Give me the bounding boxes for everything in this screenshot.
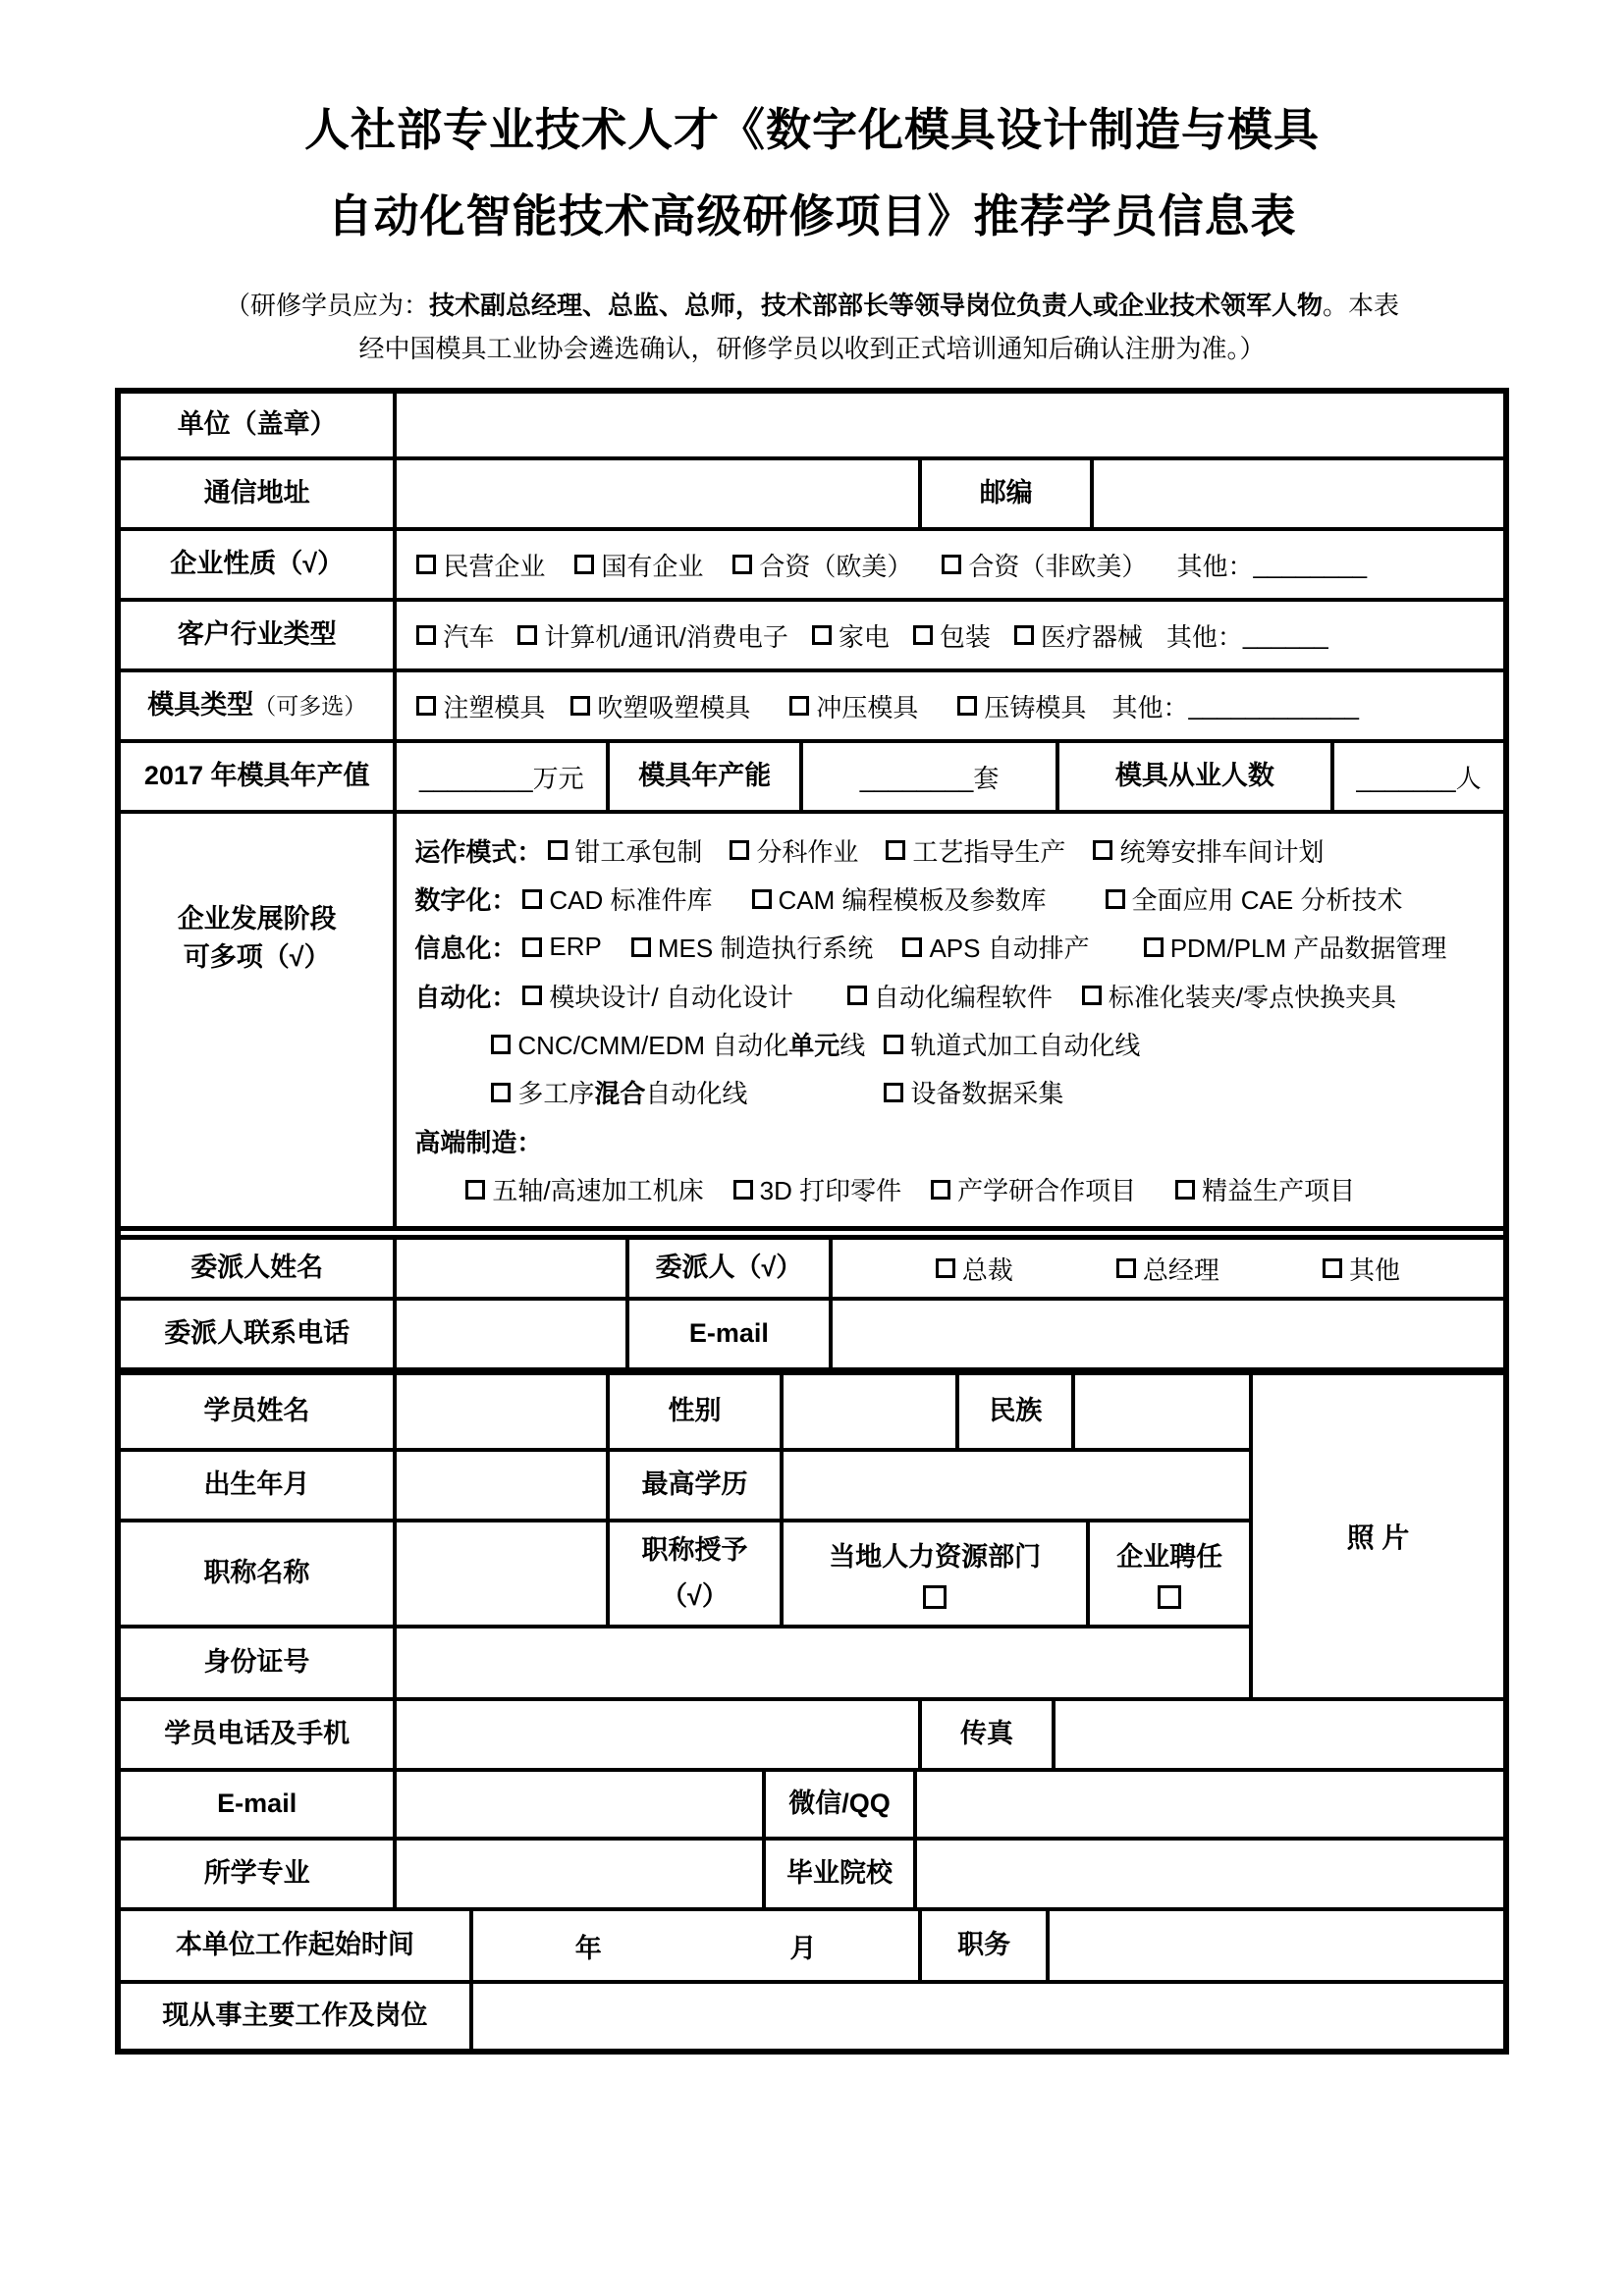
option-label: 吹塑吸塑模具 <box>597 692 751 722</box>
row-student-name <box>121 1375 1249 1448</box>
checkbox-icon[interactable] <box>733 1180 753 1200</box>
dev-option[interactable] <box>847 978 1053 1014</box>
option-label: 设备数据采集 <box>910 1079 1064 1109</box>
intro-line2: 经中国模具工业协会遴选确认，研修学员以收到正式培训通知后确认注册为准。） <box>358 333 1266 363</box>
mold-type-options-cell <box>393 672 1503 739</box>
dev-stage-label-line1: 企业发展阶段 <box>177 904 337 934</box>
photo-cell[interactable] <box>1249 1375 1503 1697</box>
capacity-label: 模具年产能 <box>606 743 799 810</box>
position-label: 职务 <box>918 1911 1046 1980</box>
option-label: 合资（欧美） <box>759 551 913 581</box>
checkbox-icon[interactable] <box>957 696 977 716</box>
industry-label: 客户行业类型 <box>177 619 337 650</box>
option-label: 总经理 <box>1142 1255 1219 1285</box>
option-label-part-bold: 混合 <box>594 1079 646 1109</box>
birth-label: 出生年月 <box>203 1469 310 1500</box>
dev-option[interactable] <box>931 1171 1136 1207</box>
option-label: 冲压模具 <box>816 692 919 722</box>
checkbox-icon[interactable] <box>548 840 568 860</box>
form-title <box>0 0 1624 260</box>
delegate-phone-cell[interactable] <box>393 1301 625 1367</box>
dev-option[interactable] <box>752 881 1047 917</box>
ethnic-label: 民族 <box>955 1375 1071 1448</box>
output-value-cell[interactable] <box>393 743 606 810</box>
degree-label: 最高学历 <box>606 1452 780 1519</box>
delegate-option[interactable] <box>1116 1251 1219 1287</box>
row-title-name <box>121 1519 1249 1625</box>
option-label-part: 自动化线 <box>645 1079 748 1109</box>
checkbox-icon[interactable] <box>732 555 752 574</box>
option-label: 统筹安排车间计划 <box>1119 836 1325 867</box>
industry-option[interactable] <box>1014 617 1143 654</box>
delegate-email-cell[interactable] <box>829 1301 1503 1367</box>
mold-type-option[interactable] <box>789 688 918 724</box>
dev-option[interactable] <box>884 1074 1063 1110</box>
dev-prefix: 信息化： <box>414 934 517 964</box>
option-label-part: 多工序 <box>517 1079 595 1109</box>
id-cell[interactable] <box>393 1629 1249 1697</box>
industry-other-label: 其他： <box>1165 621 1243 652</box>
dev-option[interactable] <box>465 1171 703 1207</box>
position-cell[interactable] <box>1046 1911 1503 1980</box>
company-hire-label: 企业聘任 <box>1116 1542 1223 1573</box>
row-current-work <box>121 1980 1503 2049</box>
zip-value-cell[interactable] <box>1090 460 1503 527</box>
checkbox-icon[interactable] <box>1175 1180 1195 1200</box>
work-start-label: 本单位工作起始时间 <box>175 1930 414 1960</box>
option-label: 医疗器械 <box>1040 621 1143 652</box>
delegate-phone-label: 委派人联系电话 <box>164 1318 351 1349</box>
checkbox-icon[interactable] <box>416 696 436 716</box>
option-label: 注塑模具 <box>443 692 546 722</box>
intro-after-bold: 。本表 <box>1323 290 1400 320</box>
title-name-label: 职称名称 <box>203 1558 310 1588</box>
option-label: 民营企业 <box>443 551 546 581</box>
nature-option[interactable] <box>942 547 1147 583</box>
checkbox-icon[interactable] <box>491 1035 511 1054</box>
checkbox-icon[interactable] <box>1116 1258 1136 1278</box>
dev-option[interactable] <box>886 832 1065 869</box>
row-industry <box>121 598 1503 668</box>
option-label: 汽车 <box>443 621 495 652</box>
option-label: 精益生产项目 <box>1202 1176 1356 1206</box>
dev-option[interactable] <box>1144 929 1447 965</box>
nature-option[interactable] <box>574 547 703 583</box>
wechat-label: 微信/QQ <box>762 1772 912 1837</box>
wechat-cell[interactable] <box>913 1772 1503 1837</box>
nature-option[interactable] <box>732 547 912 583</box>
option-label: 全面应用 CAE 分析技术 <box>1131 885 1403 916</box>
dev-option[interactable] <box>522 932 601 962</box>
option-label: 合资（非欧美） <box>968 551 1148 581</box>
mold-type-label <box>121 672 393 739</box>
work-start-year-month-cell[interactable] <box>469 1911 919 1980</box>
row-student-email <box>121 1768 1503 1837</box>
mold-type-other-label: 其他： <box>1111 692 1189 722</box>
checkbox-icon[interactable] <box>574 555 594 574</box>
output-2017-label: 2017 年模具年产值 <box>143 761 370 791</box>
nature-other-blank[interactable]: ________ <box>1253 549 1368 579</box>
dev-option[interactable] <box>1175 1171 1355 1207</box>
option-label: 压铸模具 <box>984 692 1087 722</box>
nature-other-label: 其他： <box>1176 551 1254 581</box>
dev-option[interactable] <box>733 1171 901 1207</box>
id-label: 身份证号 <box>203 1647 310 1678</box>
hr-dept-cell <box>780 1522 1087 1625</box>
staff-label: 模具从业人数 <box>1056 743 1330 810</box>
intro-note <box>95 284 1529 370</box>
dev-option[interactable] <box>902 929 1089 965</box>
dev-line-automation-2 <box>414 1021 1495 1068</box>
staff-value-cell[interactable] <box>1330 743 1503 810</box>
checkbox-icon[interactable] <box>913 625 933 645</box>
row-address <box>121 456 1503 527</box>
company-hire-cell <box>1086 1522 1248 1625</box>
checkbox-icon[interactable] <box>730 840 749 860</box>
school-label: 毕业院校 <box>762 1841 912 1907</box>
option-label: 家电 <box>838 621 890 652</box>
year-label: 年 <box>574 1933 602 1963</box>
degree-cell[interactable] <box>780 1452 1249 1519</box>
gender-label: 性别 <box>606 1375 780 1448</box>
option-label: 产学研合作项目 <box>957 1176 1137 1206</box>
dev-line-automation-3 <box>414 1069 1495 1116</box>
option-label: 包装 <box>939 621 991 652</box>
email-label: E-mail <box>217 1789 298 1819</box>
option-label: 模块设计/ 自动化设计 <box>549 982 793 1012</box>
checkbox-icon[interactable] <box>942 555 961 574</box>
checkbox-icon[interactable] <box>517 625 537 645</box>
dev-prefix: 自动化： <box>414 982 517 1012</box>
checkbox-icon[interactable] <box>847 986 867 1005</box>
option-label <box>517 1074 747 1110</box>
mold-type-other-blank[interactable]: ____________ <box>1188 690 1359 721</box>
mold-type-option[interactable] <box>957 688 1086 724</box>
dev-option[interactable] <box>1106 881 1403 917</box>
capacity-blank: ________套 <box>859 763 1000 793</box>
checkbox-icon[interactable] <box>1093 840 1112 860</box>
current-work-cell[interactable] <box>469 1984 1503 2049</box>
form-table <box>115 388 1509 2055</box>
email-cell[interactable] <box>393 1772 762 1837</box>
checkbox-icon[interactable] <box>886 840 905 860</box>
student-name-label: 学员姓名 <box>203 1396 310 1426</box>
form-title-line1: 人社部专业技术人才《数字化模具设计制造与模具 <box>304 104 1320 155</box>
nature-label: 企业性质（√） <box>170 549 345 579</box>
hr-dept-label: 当地人力资源部门 <box>829 1542 1042 1573</box>
student-block-left <box>121 1375 1249 1697</box>
form-title-line2: 自动化智能技术高级研修项目》推荐学员信息表 <box>327 190 1297 242</box>
delegate-name-cell[interactable] <box>393 1240 625 1297</box>
row-mold-type <box>121 668 1503 739</box>
student-block <box>121 1367 1503 1697</box>
industry-option[interactable] <box>416 617 494 654</box>
option-label-part: CNC/CMM/EDM 自动化 <box>517 1031 789 1061</box>
option-label: 其他 <box>1348 1255 1400 1285</box>
dev-line-operation <box>414 827 1495 874</box>
dev-prefix: 高端制造： <box>414 1127 543 1157</box>
row-work-start <box>121 1907 1503 1980</box>
delegate-check-label: 委派人（√） <box>625 1240 829 1297</box>
mold-type-option[interactable] <box>416 688 545 724</box>
option-label-part: 线 <box>839 1031 866 1061</box>
option-label: 钳工承包制 <box>574 836 703 867</box>
phone-cell[interactable] <box>393 1701 918 1768</box>
checkbox-icon[interactable] <box>1014 625 1034 645</box>
ethnic-cell[interactable] <box>1071 1375 1248 1448</box>
option-label <box>517 1026 865 1062</box>
checkbox-icon[interactable] <box>789 696 809 716</box>
checkbox-icon[interactable] <box>884 1035 903 1054</box>
dev-option[interactable] <box>730 832 858 869</box>
photo-label: 照 片 <box>1346 1522 1410 1553</box>
checkbox-icon[interactable] <box>752 889 772 909</box>
dev-option[interactable] <box>522 978 792 1014</box>
checkbox-icon[interactable] <box>570 696 590 716</box>
major-cell[interactable] <box>393 1841 762 1907</box>
dev-prefix: 数字化： <box>414 885 517 916</box>
row-output-2017 <box>121 739 1503 810</box>
intro-bold-text: 技术副总经理、总监、总师，技术部部长等领导岗位负责人或企业技术领军人物 <box>428 290 1323 320</box>
output-blank: ________万元 <box>418 763 584 793</box>
dev-option[interactable] <box>491 1026 884 1062</box>
dev-line-information <box>414 924 1495 971</box>
option-label: PDM/PLM 产品数据管理 <box>1169 934 1447 964</box>
current-work-label: 现从事主要工作及岗位 <box>162 2001 428 2031</box>
mold-type-note: （可多选） <box>253 693 367 720</box>
option-label: CAM 编程模板及参数库 <box>778 885 1047 916</box>
checkbox-icon[interactable] <box>931 1180 950 1200</box>
row-dev-stage <box>121 810 1503 1226</box>
option-label: 3D 打印零件 <box>759 1176 902 1206</box>
address-label: 通信地址 <box>203 478 310 508</box>
month-label: 月 <box>789 1933 817 1963</box>
option-label: 国有企业 <box>601 551 704 581</box>
industry-option[interactable] <box>517 617 787 654</box>
option-label: 标准化装夹/零点快换夹具 <box>1108 982 1397 1012</box>
option-label: 计算机/通讯/消费电子 <box>544 621 788 652</box>
dev-option[interactable] <box>548 832 702 869</box>
industry-options-cell <box>393 602 1503 668</box>
dev-stage-label-line2: 可多项（√） <box>183 942 331 973</box>
checkbox-icon[interactable] <box>1158 1585 1181 1609</box>
option-label: 自动化编程软件 <box>873 982 1053 1012</box>
capacity-value-cell[interactable] <box>799 743 1055 810</box>
intro-prefix: （研修学员应为： <box>224 290 429 320</box>
major-label: 所学专业 <box>203 1858 310 1889</box>
dev-stage-options-cell <box>393 814 1503 1226</box>
title-award-label <box>606 1522 780 1625</box>
checkbox-icon[interactable] <box>936 1258 955 1278</box>
option-label: 轨道式加工自动化线 <box>910 1031 1141 1061</box>
option-label-part-bold: 单元 <box>788 1031 840 1061</box>
dev-line-highend-title <box>414 1117 1495 1164</box>
checkbox-icon[interactable] <box>416 625 436 645</box>
unit-value-cell[interactable] <box>393 394 1503 456</box>
delegate-email-label: E-mail <box>625 1301 829 1367</box>
row-unit <box>121 394 1503 456</box>
checkbox-icon[interactable] <box>923 1585 947 1609</box>
row-major <box>121 1837 1503 1907</box>
option-label: MES 制造执行系统 <box>657 934 874 964</box>
zip-label: 邮编 <box>918 460 1090 527</box>
dev-option[interactable] <box>491 1074 884 1110</box>
student-name-cell[interactable] <box>393 1375 606 1448</box>
checkbox-icon[interactable] <box>812 625 832 645</box>
option-label: ERP <box>549 932 602 962</box>
title-name-cell[interactable] <box>393 1522 606 1625</box>
title-award-label-line2: （√） <box>661 1581 729 1611</box>
dev-option[interactable] <box>1082 978 1396 1014</box>
dev-prefix: 运作模式： <box>414 836 543 867</box>
row-id-number <box>121 1625 1249 1697</box>
mold-type-option[interactable] <box>570 688 750 724</box>
school-cell[interactable] <box>913 1841 1503 1907</box>
row-student-phone <box>121 1697 1503 1768</box>
checkbox-icon[interactable] <box>416 555 436 574</box>
industry-option[interactable] <box>812 617 890 654</box>
checkbox-icon[interactable] <box>902 937 922 957</box>
checkbox-icon[interactable] <box>884 1083 903 1102</box>
row-nature <box>121 527 1503 598</box>
checkbox-icon[interactable] <box>631 937 651 957</box>
checkbox-icon[interactable] <box>522 986 542 1005</box>
checkbox-icon[interactable] <box>522 889 542 909</box>
nature-option[interactable] <box>416 547 545 583</box>
dev-line-highend-options <box>414 1166 1495 1213</box>
checkbox-icon[interactable] <box>1144 937 1164 957</box>
option-label: 五轴/高速加工机床 <box>492 1176 704 1206</box>
option-label: 分科作业 <box>756 836 859 867</box>
fax-label: 传真 <box>918 1701 1051 1768</box>
checkbox-icon[interactable] <box>491 1083 511 1102</box>
option-label: 工艺指导生产 <box>912 836 1066 867</box>
birth-cell[interactable] <box>393 1452 606 1519</box>
mold-type-label-text: 模具类型 <box>147 690 254 721</box>
delegate-name-label: 委派人姓名 <box>190 1253 324 1283</box>
nature-options-cell <box>393 531 1503 598</box>
dev-option[interactable] <box>631 929 874 965</box>
row-delegate-name <box>121 1226 1503 1297</box>
staff-blank: _______人 <box>1356 763 1482 793</box>
option-label: CAD 标准件库 <box>549 885 713 916</box>
industry-option[interactable] <box>913 617 991 654</box>
dev-line-automation-1 <box>414 972 1495 1019</box>
address-value-cell[interactable] <box>393 460 918 527</box>
option-label: 总裁 <box>961 1255 1013 1285</box>
checkbox-icon[interactable] <box>522 937 542 957</box>
delegate-option[interactable] <box>1323 1251 1400 1287</box>
dev-option[interactable] <box>522 881 712 917</box>
industry-other-blank[interactable]: ______ <box>1242 619 1328 650</box>
unit-label: 单位（盖章） <box>177 409 337 440</box>
phone-label: 学员电话及手机 <box>164 1719 351 1749</box>
delegate-option[interactable] <box>936 1251 1013 1287</box>
title-award-label-line1: 职称授予 <box>641 1534 748 1565</box>
row-delegate-contact <box>121 1297 1503 1367</box>
gender-cell[interactable] <box>780 1375 955 1448</box>
dev-stage-label <box>121 814 393 1226</box>
dev-option[interactable] <box>1093 832 1324 869</box>
checkbox-icon[interactable] <box>1106 889 1125 909</box>
dev-line-digital <box>414 876 1495 923</box>
checkbox-icon[interactable] <box>1082 986 1102 1005</box>
row-birth <box>121 1448 1249 1519</box>
checkbox-icon[interactable] <box>465 1180 485 1200</box>
checkbox-icon[interactable] <box>1323 1258 1342 1278</box>
delegate-options-cell <box>829 1240 1503 1297</box>
option-label: APS 自动排产 <box>929 934 1090 964</box>
dev-option[interactable] <box>884 1026 1140 1062</box>
fax-cell[interactable] <box>1052 1701 1503 1768</box>
